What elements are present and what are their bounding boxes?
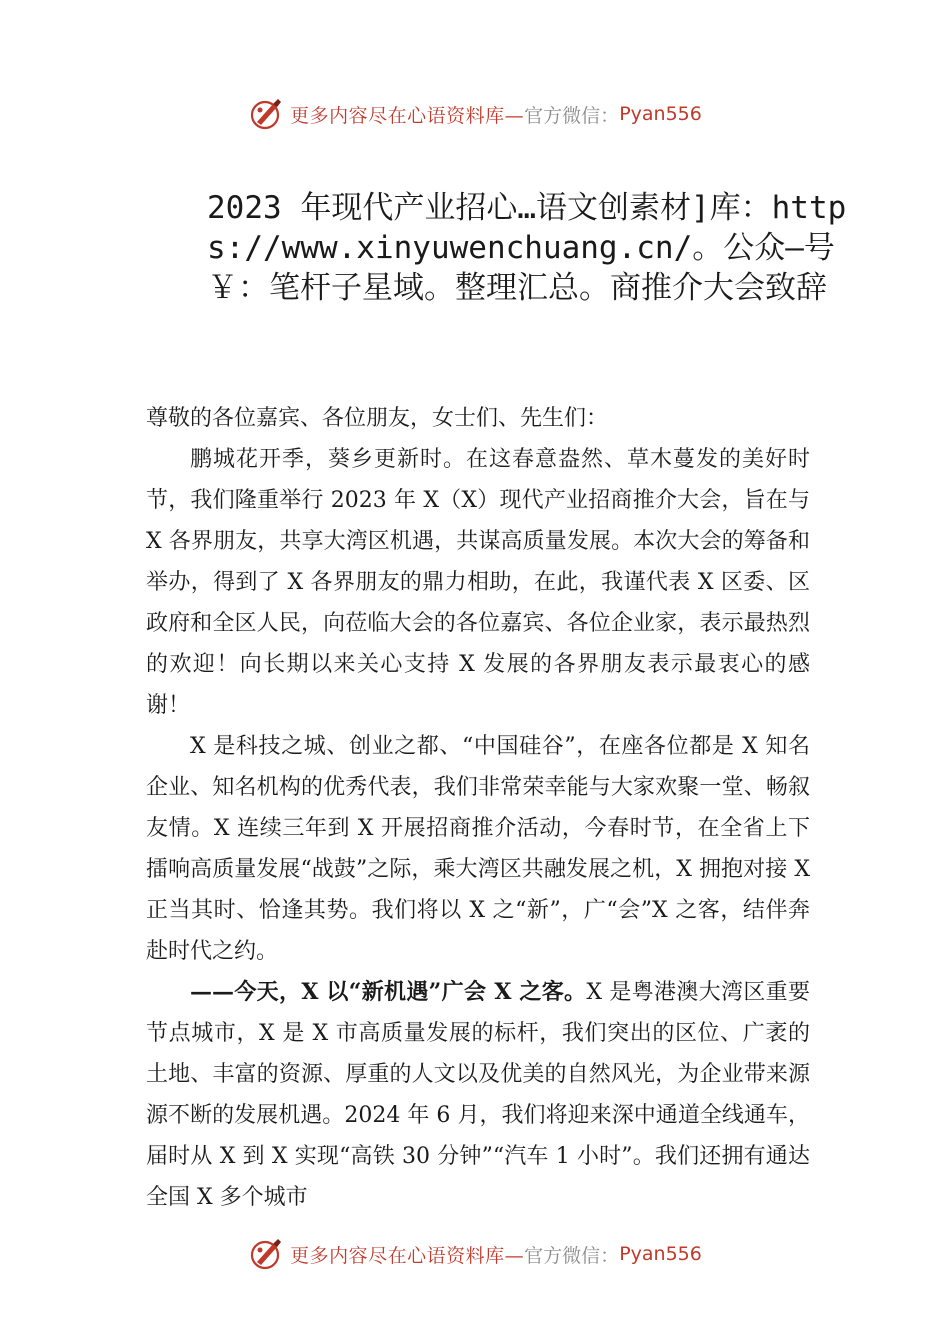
pen-seal-logo-icon — [248, 1236, 284, 1272]
salutation: 尊敬的各位嘉宾、各位朋友，女士们、先生们： — [146, 406, 609, 431]
footer-banner — [0, 1232, 950, 1276]
paragraph-1: 鹏城花开季，葵乡更新时。在这春意盎然、草木蔓发的美好时节，我们隆重举行 2023 年 X（X）现代产业招商推介大会，旨在与 X 各界朋友，共享大湾区机遇，共谋高质量发展。本次大会的筹备和举办，得到了 X 各界朋友的鼎力相助，在此，我谨代表 X 区委、区政府和全区人民，向莅临大会的各位嘉宾、各位企业家，表示最热烈的欢迎！向长期以来关心支持 X 发展的各界朋友表示最衷心的感谢！ — [146, 447, 810, 718]
document-title: 2023 年现代产业招心…语文创素材]库：https://www.xinyuwenchuang.cn/。公众—号￥：笔杆子星域。整理汇总。商推介大会致辞 — [207, 190, 847, 306]
footer-wechat-label: 官方微信： — [524, 1244, 620, 1267]
banner-wechat-label: 官方微信： — [524, 104, 620, 127]
banner-slogan: 更多内容尽在心语资料库— — [290, 104, 525, 127]
document-body — [146, 398, 810, 1218]
paragraph-3-text: X 是粤港澳大湾区重要节点城市，X 是 X 市高质量发展的标杆，我们突出的区位、广袤的土地、丰富的资源、厚重的人文以及优美的自然风光，为企业带来源源不断的发展机遇。2024 年 6 月，我们将迎来深中通道全线通车，届时从 X 到 X 实现“高铁 30 分钟”“汽车 1 小时”。我们还拥有通达全国 X 多个城市 — [146, 980, 810, 1210]
footer-wechat-id: Pyan556 — [619, 1243, 702, 1265]
pen-seal-logo-icon — [248, 96, 284, 132]
paragraph-2: X 是科技之城、创业之都、“中国硅谷”，在座各位都是 X 知名企业、知名机构的优秀代表，我们非常荣幸能与大家欢聚一堂、畅叙友情。X 连续三年到 X 开展招商推介活动，今春时节，在全省上下擂响高质量发展“战鼓”之际，乘大湾区共融发展之机，X 拥抱对接 X 正当其时、恰逢其势。我们将以 X 之“新”，广“会”X 之客，结伴奔赴时代之约。 — [146, 734, 810, 964]
footer-slogan: 更多内容尽在心语资料库— — [290, 1244, 525, 1267]
header-banner — [0, 92, 950, 136]
banner-wechat-id: Pyan556 — [619, 103, 702, 125]
paragraph-3-heading: ——今天，X 以“新机遇”广会 X 之客。 — [190, 979, 587, 1005]
paragraph-3 — [146, 972, 810, 1218]
